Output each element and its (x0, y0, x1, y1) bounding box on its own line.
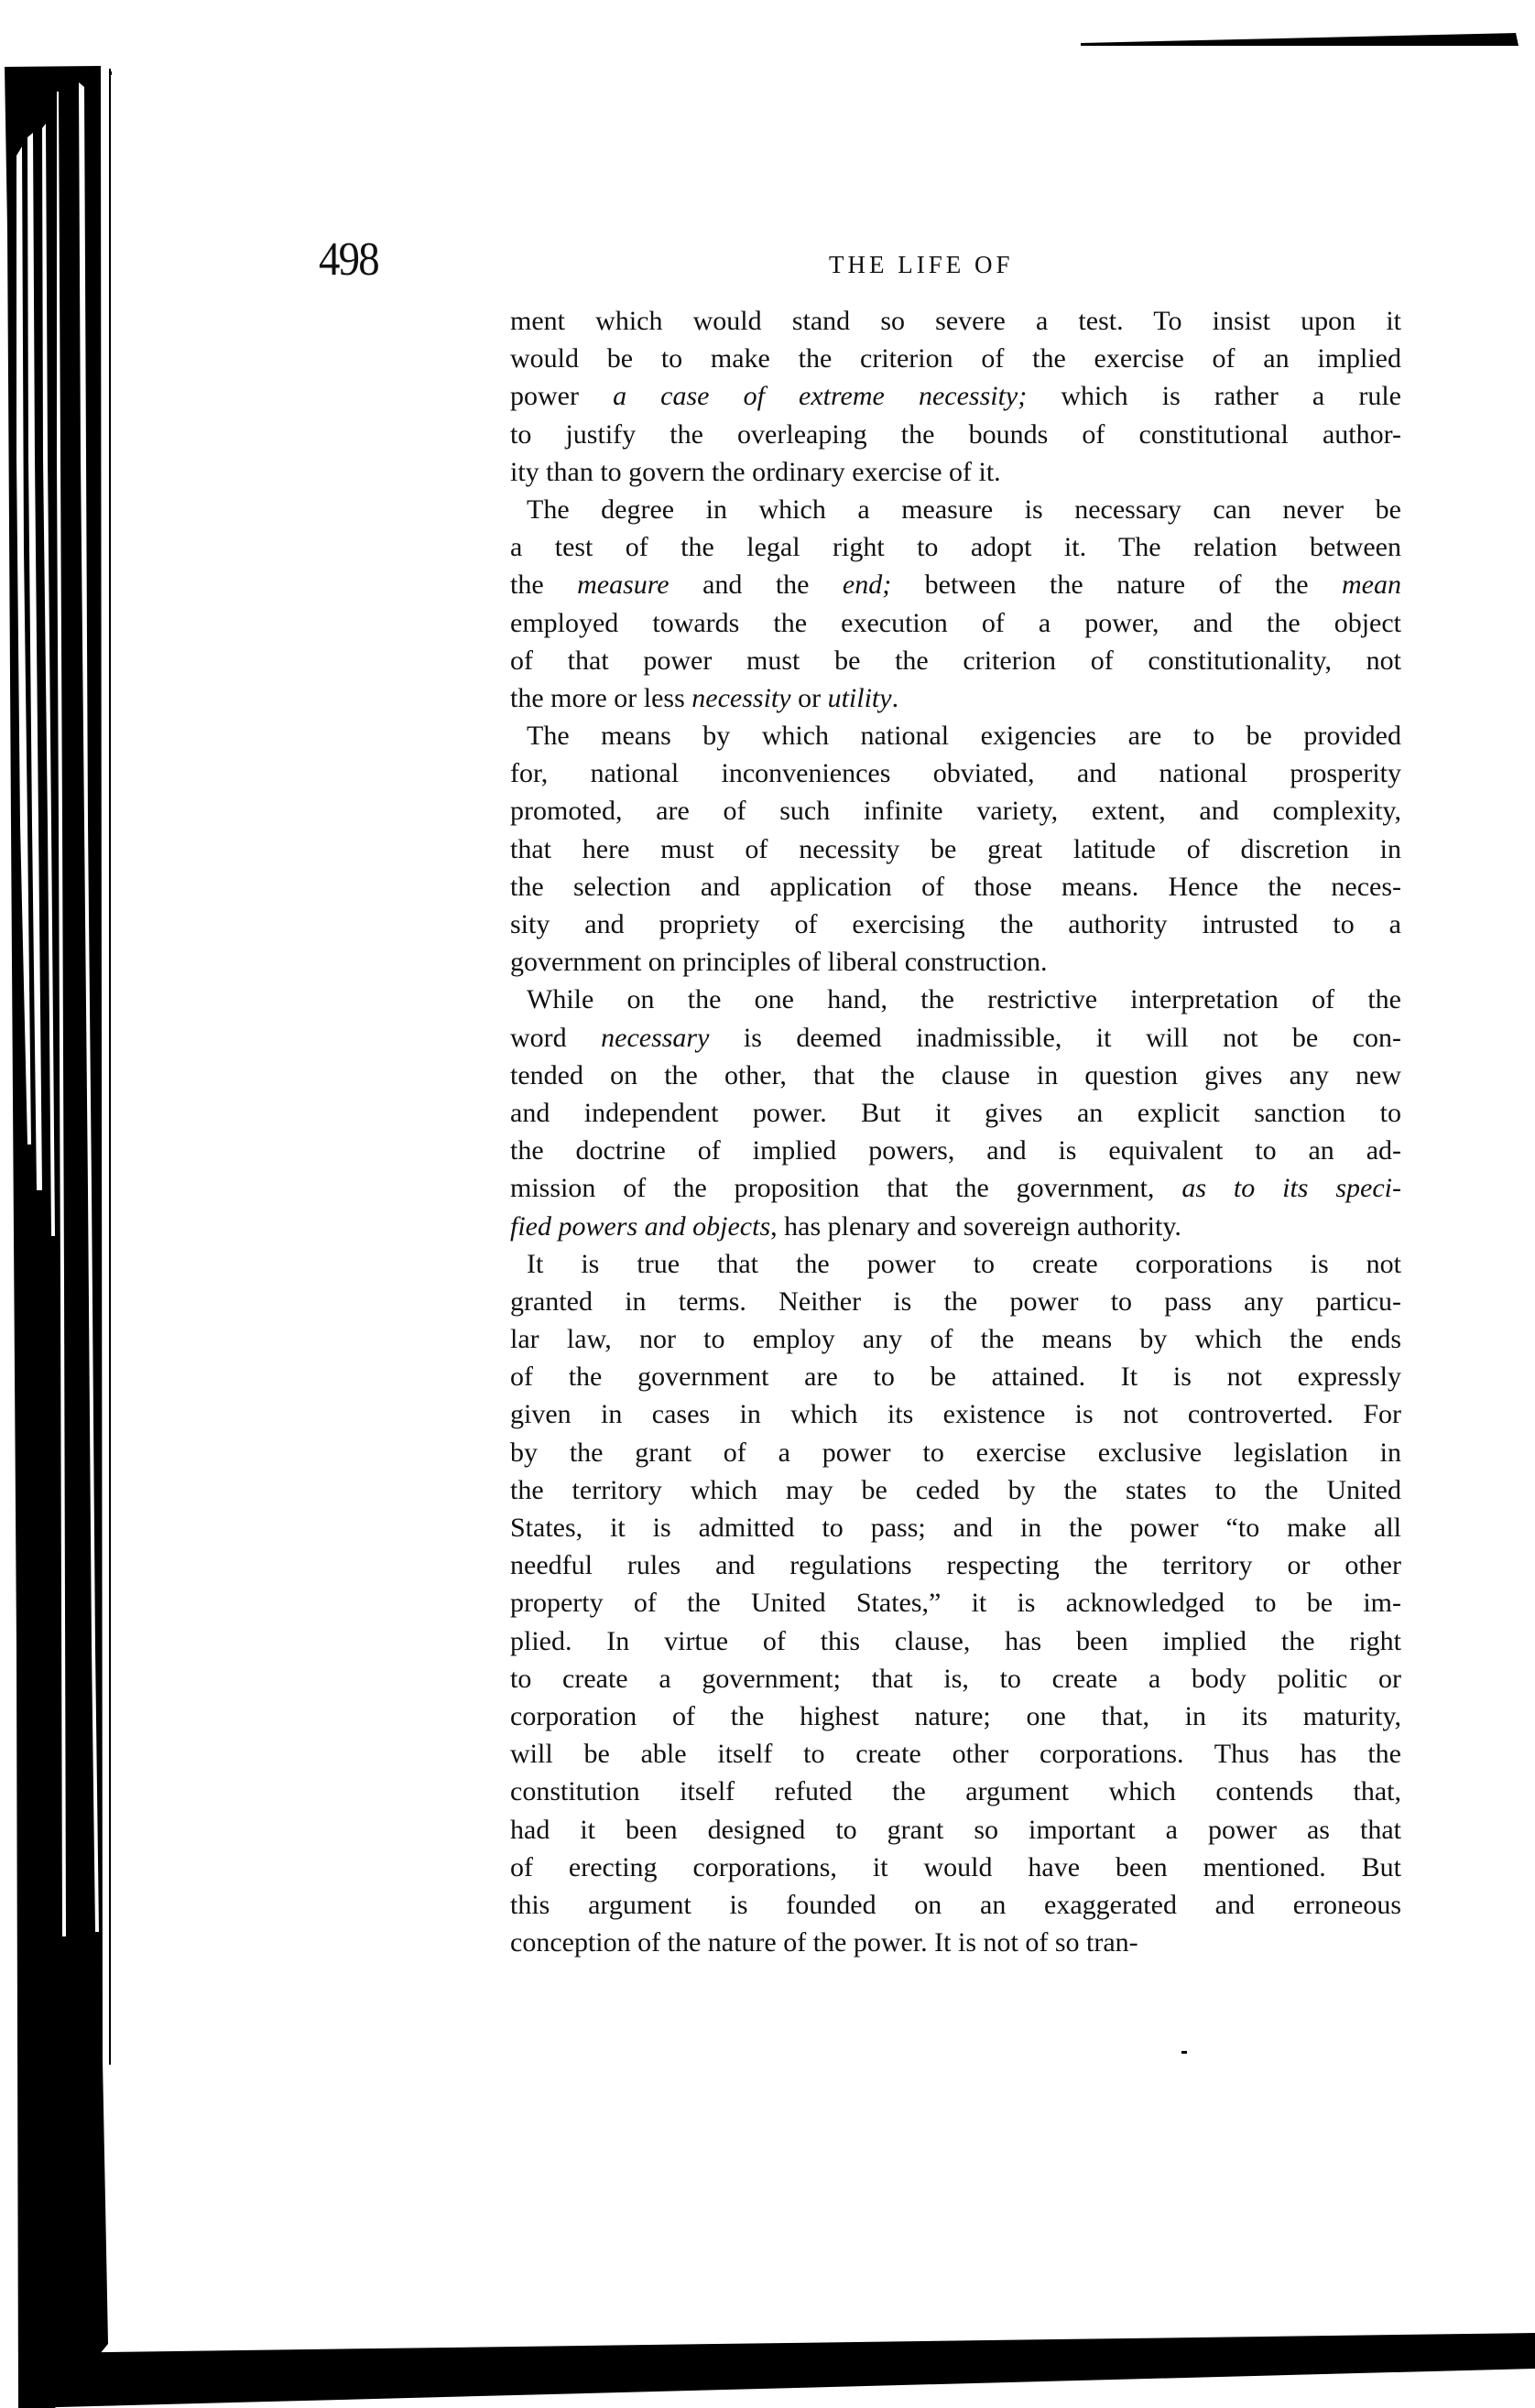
text-run: While on the one hand, the restrictive interpretation of the (527, 984, 1401, 1015)
text-run: government on principles of liberal construction. (510, 947, 1048, 978)
text-line (510, 754, 1401, 792)
text-run: property of the United States,” it is acknowledged to be im- (510, 1588, 1401, 1619)
text-line (510, 1208, 1401, 1245)
text-line (510, 717, 1401, 754)
text-run: employed towards the execution of a power, and the object (510, 607, 1401, 638)
italic-text: as to its speci- (1181, 1173, 1401, 1204)
text-line (510, 604, 1401, 642)
text-run: word (510, 1022, 602, 1053)
text-run: the (510, 569, 578, 601)
text-run: given in cases in which its existence is not controverted. For (510, 1399, 1401, 1430)
text-run: the territory which may be ceded by the states to the United (510, 1474, 1401, 1505)
text-run: by the grant of a power to exercise exclusive legislation in (510, 1437, 1401, 1468)
text-line (510, 1584, 1401, 1622)
text-line (510, 1132, 1401, 1169)
text-run: plied. In virtue of this clause, has been implied the right (510, 1625, 1401, 1656)
text-line (510, 679, 1401, 717)
text-line (510, 1773, 1401, 1810)
text-run: the more or less (510, 682, 692, 713)
top-edge-shadow (1081, 33, 1519, 46)
text-run: of the government are to be attained. It is not expressly (510, 1361, 1401, 1393)
text-run: or (790, 682, 828, 713)
text-run: that here must of necessity be great latitude of discretion in (510, 833, 1401, 864)
text-line (510, 1094, 1401, 1132)
text-run: the selection and application of those means. Hence the neces- (510, 871, 1401, 902)
italic-text: a case of extreme necessity; (613, 381, 1028, 412)
text-run: sity and propriety of exercising the authority intrusted to a (510, 909, 1401, 939)
text-line (510, 1283, 1401, 1320)
text-line (510, 566, 1401, 603)
text-line (510, 1245, 1401, 1283)
text-line (510, 1395, 1401, 1433)
text-run: and independent power. But it gives an explicit sanction to (510, 1097, 1401, 1128)
text-run: of that power must be the criterion of constitutionality, not (510, 645, 1401, 676)
paragraph (510, 717, 1401, 981)
text-run: this argument is founded on an exaggerated and erroneous (510, 1889, 1401, 1920)
text-line (510, 1434, 1401, 1471)
text-run: will be able itself to create other corporations. Thus has the (510, 1739, 1401, 1770)
text-line (510, 528, 1401, 566)
italic-text: necessity (691, 682, 791, 713)
text-line (510, 1320, 1401, 1358)
text-run: power (510, 381, 614, 412)
text-run: and the (669, 569, 843, 601)
text-run: promoted, are of such infinite variety, extent, and complexity, (510, 796, 1401, 827)
text-line (510, 792, 1401, 830)
text-run: The degree in which a measure is necessary can never be (527, 494, 1401, 525)
italic-text: measure (577, 569, 670, 601)
text-line (510, 1660, 1401, 1698)
binding-edge-shadow (5, 66, 114, 2408)
text-line (510, 1849, 1401, 1886)
text-line (510, 1546, 1401, 1584)
paragraph (510, 302, 1401, 491)
text-line (510, 1358, 1401, 1395)
bottom-edge-shadow (18, 2333, 1535, 2408)
text-line (510, 416, 1401, 453)
text-run: to create a government; that is, to create a body politic or (510, 1663, 1401, 1694)
text-run: corporation of the highest nature; one that, in its maturity, (510, 1700, 1401, 1731)
text-line (510, 642, 1401, 679)
text-run: It is true that the power to create corporations is not (527, 1248, 1401, 1279)
italic-text: end; (842, 569, 892, 601)
text-run: . (891, 682, 899, 713)
text-line (510, 1886, 1401, 1924)
text-line (510, 1019, 1401, 1057)
text-line (510, 1471, 1401, 1509)
text-line (510, 1169, 1401, 1207)
text-line (510, 340, 1401, 377)
body-text (510, 302, 1401, 1961)
text-run: States, it is admitted to pass; and in the power “to make all (510, 1513, 1401, 1543)
text-line (510, 1811, 1401, 1849)
italic-text: utility (827, 682, 892, 713)
text-line (510, 830, 1401, 868)
text-run: ity than to govern the ordinary exercise of it. (510, 456, 1001, 487)
text-run: the doctrine of implied powers, and is equivalent to an ad- (510, 1135, 1401, 1166)
text-run: needful rules and regulations respecting the territory or other (510, 1550, 1401, 1581)
text-line (510, 302, 1401, 340)
text-run: constitution itself refuted the argument which contends that, (510, 1776, 1401, 1807)
text-line (510, 906, 1401, 943)
text-run: had it been designed to grant so important a power as that (510, 1814, 1401, 1845)
text-run: , has plenary and sovereign authority. (770, 1210, 1181, 1242)
italic-text: fied powers and objects (510, 1210, 771, 1242)
text-run: which is rather a rule (1027, 381, 1401, 412)
text-line (510, 1057, 1401, 1094)
text-run: a test of the legal right to adopt it. The relation between (510, 532, 1401, 563)
text-run: The means by which national exigencies are to be provided (527, 721, 1401, 752)
text-run: conception of the nature of the power. It is not of so tran- (510, 1927, 1138, 1958)
running-head: THE LIFE OF (829, 251, 1014, 278)
text-run: granted in terms. Neither is the power to pass any particu- (510, 1285, 1401, 1317)
text-line (510, 943, 1401, 981)
page-number: 498 (319, 233, 378, 286)
paragraph (510, 981, 1401, 1244)
text-line (510, 453, 1401, 491)
text-line (510, 1509, 1401, 1546)
text-line (510, 981, 1401, 1018)
text-run: ment which would stand so severe a test. To insist upon it (510, 306, 1401, 336)
paragraph (510, 1245, 1401, 1962)
text-line (510, 1622, 1401, 1660)
text-line (510, 868, 1401, 906)
paragraph (510, 491, 1401, 717)
text-run: to justify the overleaping the bounds of constitutional author- (510, 418, 1401, 450)
text-run: for, national inconveniences obviated, and national prosperity (510, 758, 1401, 789)
text-line (510, 1698, 1401, 1735)
text-run: lar law, nor to employ any of the means by which the ends (510, 1324, 1401, 1355)
text-line (510, 1735, 1401, 1773)
text-run: of erecting corporations, it would have been mentioned. But (510, 1851, 1401, 1882)
text-line (510, 1924, 1401, 1961)
text-run: would be to make the criterion of the exercise of an implied (510, 343, 1401, 374)
text-line (510, 377, 1401, 415)
text-run: is deemed inadmissible, it will not be con- (709, 1022, 1401, 1053)
text-run: between the nature of the (891, 569, 1343, 601)
text-run: mission of the proposition that the government, (510, 1173, 1182, 1204)
text-line (510, 491, 1401, 528)
text-run: tended on the other, that the clause in question gives any new (510, 1059, 1401, 1090)
italic-text: mean (1342, 569, 1401, 601)
italic-text: necessary (601, 1022, 710, 1053)
